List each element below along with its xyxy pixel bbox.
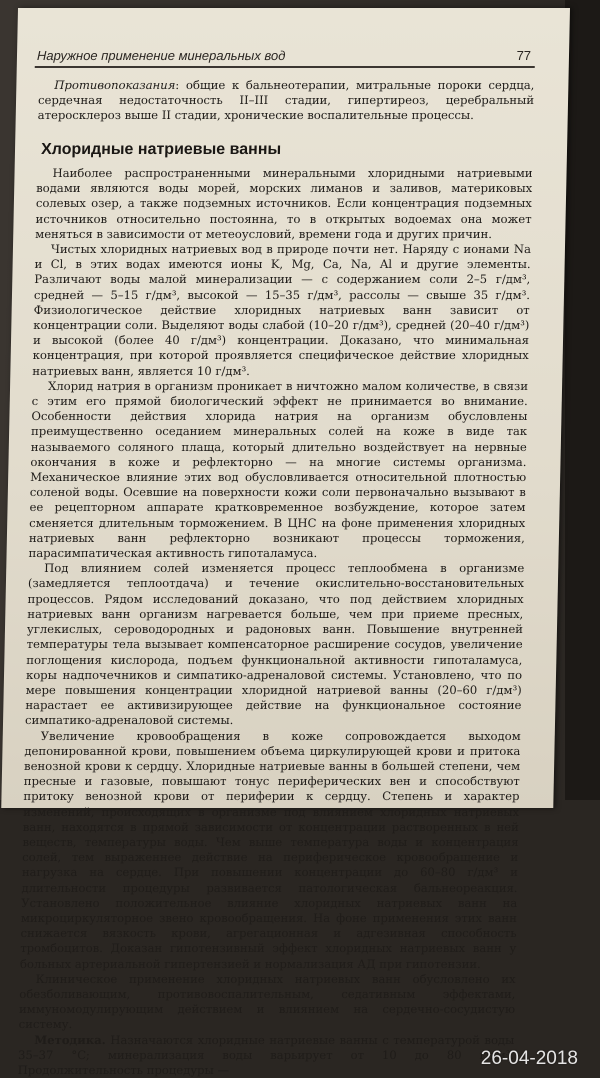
book-spine-shadow <box>565 0 600 800</box>
contraindications-block <box>38 78 535 124</box>
method-text: Назначаются хлоридные натриевые ванны с температурой воды 35–37 °С; минерализация воды варьирует от 10 до 80 г/дм³. Продолжительность процедуры — <box>17 1032 515 1077</box>
date-watermark: 26-04-2018 <box>480 1048 578 1069</box>
contraindications-text: : общие к бальнеотерапии, митральные пороки сердца, сердечная недостаточность II–III стадии, гипертиреоз, церебральный атеросклероз выше II стадии, хронические воспалительные процессы. <box>37 78 535 123</box>
header-rule <box>35 66 535 68</box>
running-head <box>37 48 531 63</box>
paragraph: Клиническое применение хлоридных натриевых ванн обусловлено их обезболивающим, противовоспалительным, седативным эффектами, иммуномодулирующим действием и влиянием на сердечно-сосудистую систему. <box>18 971 516 1032</box>
method-paragraph <box>18 1033 515 1078</box>
paragraph: Увеличение кровообращения в коже сопровождается выходом депонированной крови, повышением объема циркулирующей крови и притока венозной крови к сердцу. Хлоридные натриевые ванны в большей степени, чем пресные и газовые, повышают тонус периферических вен и способствуют притоку венозной крови от периферии к сердцу. Степень и характер изменений, происходящих в организме под влиянием хлоридных натриевых ванн, находятся в прямой зависимости от концентрации растворенных в ней веществ, температуры воды. Чем выше температура воды и концентрация солей, тем выраженнее действие на периферическое кровообращение и нагрузка на сердце. При повышении концентрации до 60–80 г/дм³ и длительности процедуры развивается патологическая бальнеореакция. Установлено положительное влияние хлоридных натриевых ванн на микроциркуляторное звено кровообращения. На фоне применения этих ванн снижается вязкость крови, агрегационная и адгезивная способность тромбоцитов. Доказан гипотензивный эффект хлоридных натриевых ванн у больных артериальной гипертензией и нормализация АД при гипотензии. <box>19 728 521 971</box>
paragraph: Чистых хлоридных натриевых вод в природе почти нет. Наряду с ионами Na и Cl, в этих водах имеются ионы K, Mg, Ca, Na, Al и другие элементы. Различают воды малой минерализации — с содержанием соли 2–5 г/дм³, средней — 5–15 г/дм³, высокой — 15–35 г/дм³, рассолы — свыше 35 г/дм³. Физиологическое действие хлоридных натриевых ванн зависит от концентрации соли. Выделяют воды слабой (10–20 г/дм³), средней (20–40 г/дм³) и высокой (более 40 г/дм³) концентрации. Доказано, что минимальная концентрация, при которой проявляется специфическое действие хлоридных натриевых ванн, является 10 г/дм³. <box>32 242 532 378</box>
running-head-title: Наружное применение минеральных вод <box>36 48 286 63</box>
body-text <box>18 166 533 1078</box>
paragraph: Под влиянием солей изменяется процесс теплообмена в организме (замедляется теплоотдача) и течение окислительно-восстановительных процессов. Рядом исследований доказано, что под действием хлоридных натриевых ванн организм нагревается больше, чем при приеме пресных, углекислых, сероводородных и радоновых ванн. Повышение внутренней температуры тела вызывает компенсаторное расширение сосудов, увеличение поглощения кислорода, подъем функциональной активности гипоталамуса, коры надпочечников и симпатико-адреналовой системы. Установлено, что по мере повышения концентрации хлоридной натриевой ванны (20–60 г/дм³) нарастает ее активизирующее действие на функциональное состояние симпатико-адреналовой системы. <box>24 561 525 728</box>
page-number: 77 <box>516 48 532 63</box>
method-label: Методика. <box>34 1032 106 1047</box>
paragraph: Наиболее распространенными минеральными хлоридными натриевыми водами являются воды морей, морских лиманов и заливов, материковых солевых озер, а также подземных источников. Если концентрация подземных источников относительно постоянна, то в открытых водоемах она может меняться в зависимости от метеоусловий, времени года и других причин. <box>35 166 533 241</box>
section-title: Хлоридные натриевые ванны <box>40 141 282 158</box>
contraindications-label: Противопоказания <box>54 78 176 92</box>
paragraph: Хлорид натрия в организм проникает в ничтожно малом количестве, в связи с этим его прямой биологический эффект не принимается во внимание. Особенности действия хлорида натрия на организм обусловлены преимущественно оседанием минеральных солей на коже в виде так называемого соляного плаща, который длительно воздействует на нервные окончания в коже и рефлекторно — на многие системы организма. Механическое влияние этих вод обусловливается относительной плотностью соленой воды. Осевшие на поверхности кожи соли первоначально вызывают в ее рецепторном аппарате кратковременное возбуждение, которое затем сменяется длительным торможением. В ЦНС на фоне применения хлоридных натриевых ванн рефлекторно возникают процессы торможения, парасимпатическая активность гипоталамуса. <box>28 378 529 561</box>
